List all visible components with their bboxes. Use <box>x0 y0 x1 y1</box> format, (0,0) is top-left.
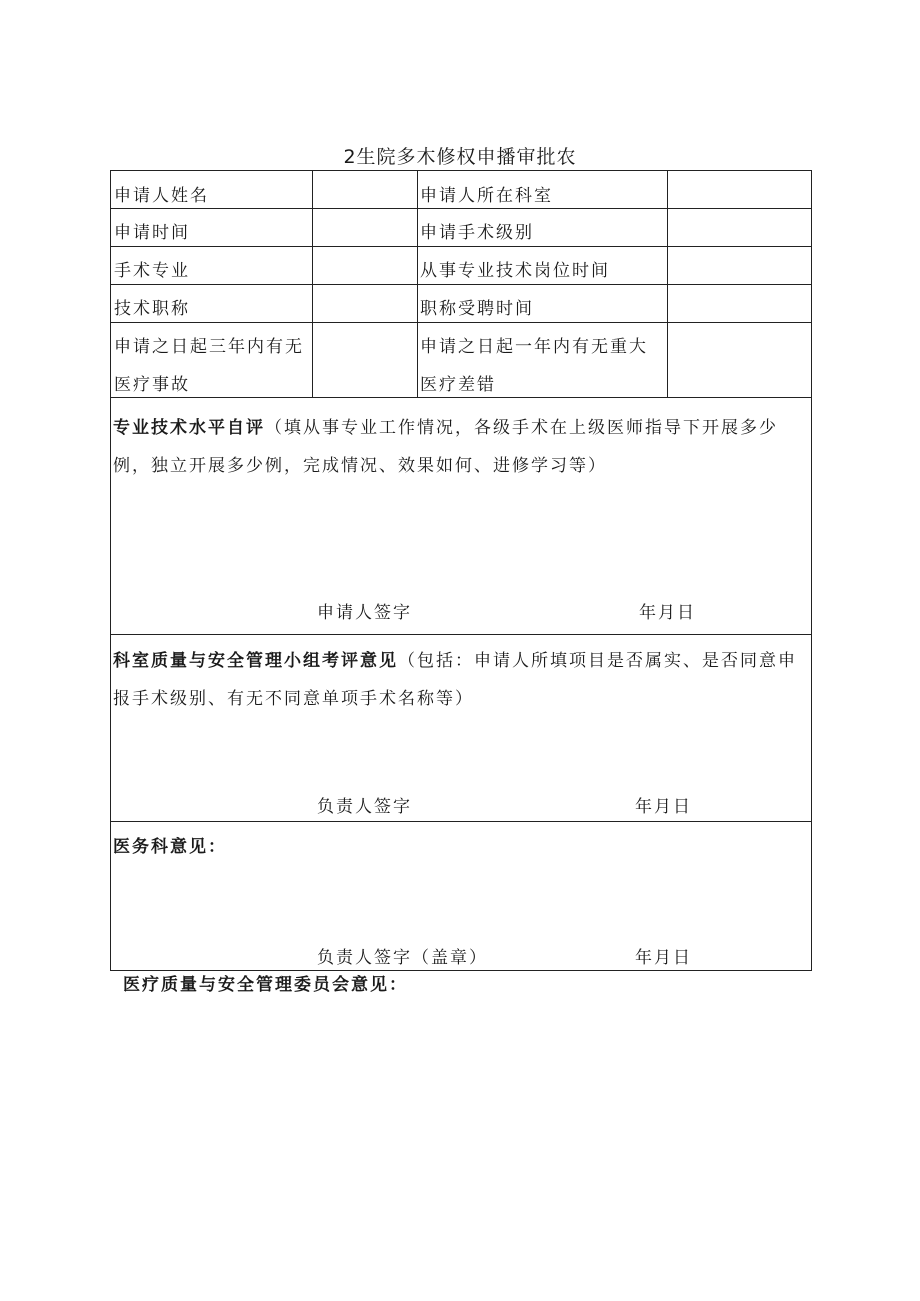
self-evaluation-heading: 专业技术水平自评 <box>113 418 265 438</box>
value-major-medical-errors[interactable] <box>672 346 807 366</box>
label-surgery-level: 申请手术级别 <box>420 223 534 243</box>
label-post-duration: 从事专业技术岗位时间 <box>420 261 610 281</box>
label-applicant-department: 申请人所在科室 <box>420 186 553 206</box>
column-divider <box>667 171 668 397</box>
label-application-time: 申请时间 <box>114 223 190 243</box>
committee-opinion-heading: 医疗质量与安全管理委员会意见： <box>123 975 408 995</box>
self-evaluation-date-label: 年月日 <box>639 603 696 623</box>
row-divider <box>111 208 811 209</box>
medical-affairs-text <box>113 828 803 866</box>
label-applicant-name: 申请人姓名 <box>114 186 209 206</box>
value-title-appointment-time[interactable] <box>672 299 807 319</box>
medical-affairs-signature-label: 负责人签字（盖章） <box>317 948 488 968</box>
label-title-appointment-time: 职称受聘时间 <box>420 299 534 319</box>
department-leader-signature-label: 负责人签字 <box>317 797 412 817</box>
value-medical-accidents[interactable] <box>317 346 412 366</box>
label-medical-accidents: 申请之日起三年内有无医疗事故 <box>114 337 304 395</box>
self-evaluation-text <box>113 409 803 485</box>
department-review-text <box>113 642 803 718</box>
value-professional-title[interactable] <box>317 299 412 319</box>
section-divider <box>111 634 811 635</box>
label-professional-title: 技术职称 <box>114 299 190 319</box>
column-divider <box>312 171 313 397</box>
row-divider <box>111 246 811 247</box>
value-surgery-specialty[interactable] <box>317 261 412 281</box>
medical-affairs-date-label: 年月日 <box>635 948 692 968</box>
medical-affairs-heading: 医务科意见： <box>113 837 227 857</box>
value-application-time[interactable] <box>317 223 412 243</box>
row-divider <box>111 322 811 323</box>
label-major-medical-errors: 申请之日起一年内有无重大医疗差错 <box>420 337 648 395</box>
column-divider <box>417 171 418 397</box>
value-post-duration[interactable] <box>672 261 807 281</box>
approval-form-table <box>110 170 812 971</box>
label-surgery-specialty: 手术专业 <box>114 261 190 281</box>
department-review-heading: 科室质量与安全管理小组考评意见 <box>113 651 398 671</box>
row-divider <box>111 284 811 285</box>
form-title: 2生院多木修权申播审批农 <box>343 146 577 168</box>
value-applicant-name[interactable] <box>317 186 412 206</box>
self-evaluation-note: （填从事专业工作情况，各级手术在上级医师指导下开展多少例，独立开展多少例，完成情况、效果如何、进修学习等） <box>113 418 778 476</box>
value-applicant-department[interactable] <box>672 186 807 206</box>
value-surgery-level[interactable] <box>672 223 807 243</box>
department-review-note: （包括：申请人所填项目是否属实、是否同意申报手术级别、有无不同意单项手术名称等） <box>113 651 797 709</box>
section-divider <box>111 821 811 822</box>
department-review-date-label: 年月日 <box>635 797 692 817</box>
applicant-signature-label: 申请人签字 <box>317 603 412 623</box>
